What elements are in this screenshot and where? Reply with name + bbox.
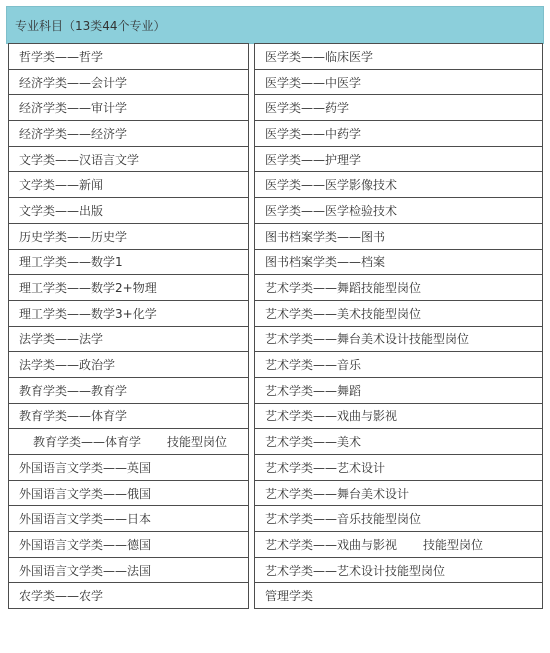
table-row	[9, 300, 543, 326]
right-cell	[255, 223, 543, 249]
right-cell	[255, 198, 543, 224]
right-cell	[255, 455, 543, 481]
table-row	[9, 583, 543, 609]
table-row	[9, 223, 543, 249]
left-cell-text: 外国语言文学类——日本	[19, 512, 152, 527]
left-cell	[9, 557, 249, 583]
right-cell-text: 艺术学类——美术技能型岗位	[265, 306, 422, 321]
left-cell	[9, 172, 249, 198]
major-table-body	[9, 44, 543, 609]
table-row	[9, 532, 543, 558]
left-cell	[9, 352, 249, 378]
right-cell	[255, 532, 543, 558]
table-row	[9, 69, 543, 95]
left-cell-text: 哲学类——哲学	[19, 49, 104, 64]
right-cell	[255, 480, 543, 506]
left-cell-text: 外国语言文学类——德国	[19, 537, 152, 552]
right-cell	[255, 557, 543, 583]
right-cell-text: 艺术学类——音乐	[265, 358, 362, 373]
right-cell	[255, 249, 543, 275]
left-cell	[9, 429, 249, 455]
table-row	[9, 326, 543, 352]
table-row	[9, 121, 543, 147]
right-cell-text: 艺术学类——艺术设计技能型岗位	[265, 563, 446, 578]
table-row	[9, 146, 543, 172]
left-cell	[9, 583, 249, 609]
table-row	[9, 455, 543, 481]
right-cell	[255, 377, 543, 403]
right-cell-text: 医学类——临床医学	[265, 49, 374, 64]
right-cell-text: 医学类——中药学	[265, 126, 362, 141]
right-cell	[255, 172, 543, 198]
left-cell	[9, 377, 249, 403]
right-cell-text: 图书档案学类——档案	[265, 255, 386, 270]
left-cell-suffix: 技能型岗位	[167, 435, 228, 450]
right-cell-text: 医学类——护理学	[265, 152, 362, 167]
right-cell	[255, 326, 543, 352]
right-cell-suffix: 技能型岗位	[423, 537, 484, 552]
left-cell-text: 经济学类——会计学	[19, 75, 128, 90]
right-cell-text: 艺术学类——舞蹈技能型岗位	[265, 281, 422, 296]
table-row	[9, 429, 543, 455]
right-cell-text: 医学类——中医学	[265, 75, 362, 90]
table-row	[9, 249, 543, 275]
right-cell	[255, 121, 543, 147]
left-cell	[9, 326, 249, 352]
left-cell-text: 教育学类——体育学	[19, 409, 128, 424]
left-cell-text: 历史学类——历史学	[19, 229, 128, 244]
left-cell	[9, 300, 249, 326]
right-cell	[255, 300, 543, 326]
table-row	[9, 44, 543, 70]
left-cell-text: 教育学类——教育学	[19, 383, 128, 398]
left-cell	[9, 44, 249, 70]
right-cell	[255, 69, 543, 95]
left-cell	[9, 198, 249, 224]
left-cell-text: 经济学类——经济学	[19, 126, 128, 141]
right-cell-text: 医学类——医学检验技术	[265, 203, 398, 218]
left-cell-text: 法学类——政治学	[19, 358, 116, 373]
left-cell	[9, 455, 249, 481]
left-cell	[9, 532, 249, 558]
header-title: 专业科目（13类44个专业）	[15, 19, 166, 33]
table-header	[6, 6, 544, 44]
right-cell-text: 艺术学类——舞台美术设计	[265, 486, 410, 501]
right-cell	[255, 95, 543, 121]
left-cell-text: 教育学类——体育学	[33, 435, 142, 450]
table-row	[9, 172, 543, 198]
left-cell	[9, 249, 249, 275]
right-cell-text: 艺术学类——音乐技能型岗位	[265, 512, 422, 527]
right-cell-text: 图书档案学类——图书	[265, 229, 386, 244]
left-cell	[9, 146, 249, 172]
left-cell-text: 文学类——新闻	[19, 178, 104, 193]
left-cell-text: 外国语言文学类——俄国	[19, 486, 152, 501]
left-cell-text: 理工学类——数学2+物理	[19, 281, 157, 296]
right-cell-text: 艺术学类——戏曲与影视	[265, 409, 398, 424]
left-cell	[9, 95, 249, 121]
left-cell-text: 法学类——法学	[19, 332, 104, 347]
left-cell	[9, 480, 249, 506]
table-row	[9, 95, 543, 121]
left-cell	[9, 403, 249, 429]
right-cell-text: 艺术学类——舞蹈	[265, 383, 362, 398]
right-cell	[255, 429, 543, 455]
left-cell	[9, 223, 249, 249]
left-cell	[9, 506, 249, 532]
right-cell-text: 艺术学类——美术	[265, 435, 362, 450]
right-cell	[255, 44, 543, 70]
right-cell-text: 医学类——药学	[265, 101, 350, 116]
right-cell-text: 管理学类	[265, 589, 314, 604]
left-cell	[9, 69, 249, 95]
right-cell	[255, 506, 543, 532]
right-cell	[255, 352, 543, 378]
left-cell-text: 文学类——出版	[19, 203, 104, 218]
left-cell	[9, 275, 249, 301]
right-cell	[255, 275, 543, 301]
table-row	[9, 506, 543, 532]
major-table	[8, 43, 543, 609]
left-cell-text: 经济学类——审计学	[19, 101, 128, 116]
table-row	[9, 352, 543, 378]
right-cell	[255, 146, 543, 172]
left-cell-text: 理工学类——数学1	[19, 255, 123, 270]
left-cell-text: 外国语言文学类——英国	[19, 460, 152, 475]
left-cell-text: 理工学类——数学3+化学	[19, 306, 157, 321]
left-cell-text: 外国语言文学类——法国	[19, 563, 152, 578]
right-cell	[255, 583, 543, 609]
table-row	[9, 403, 543, 429]
right-cell	[255, 403, 543, 429]
right-cell-text: 艺术学类——艺术设计	[265, 460, 386, 475]
left-cell	[9, 121, 249, 147]
table-row	[9, 557, 543, 583]
right-cell-text: 艺术学类——戏曲与影视	[265, 537, 398, 552]
table-row	[9, 377, 543, 403]
table-row	[9, 275, 543, 301]
left-cell-text: 农学类——农学	[19, 589, 104, 604]
right-cell-text: 艺术学类——舞台美术设计技能型岗位	[265, 332, 470, 347]
table-row	[9, 198, 543, 224]
left-cell-text: 文学类——汉语言文学	[19, 152, 140, 167]
table-row	[9, 480, 543, 506]
right-cell-text: 医学类——医学影像技术	[265, 178, 398, 193]
